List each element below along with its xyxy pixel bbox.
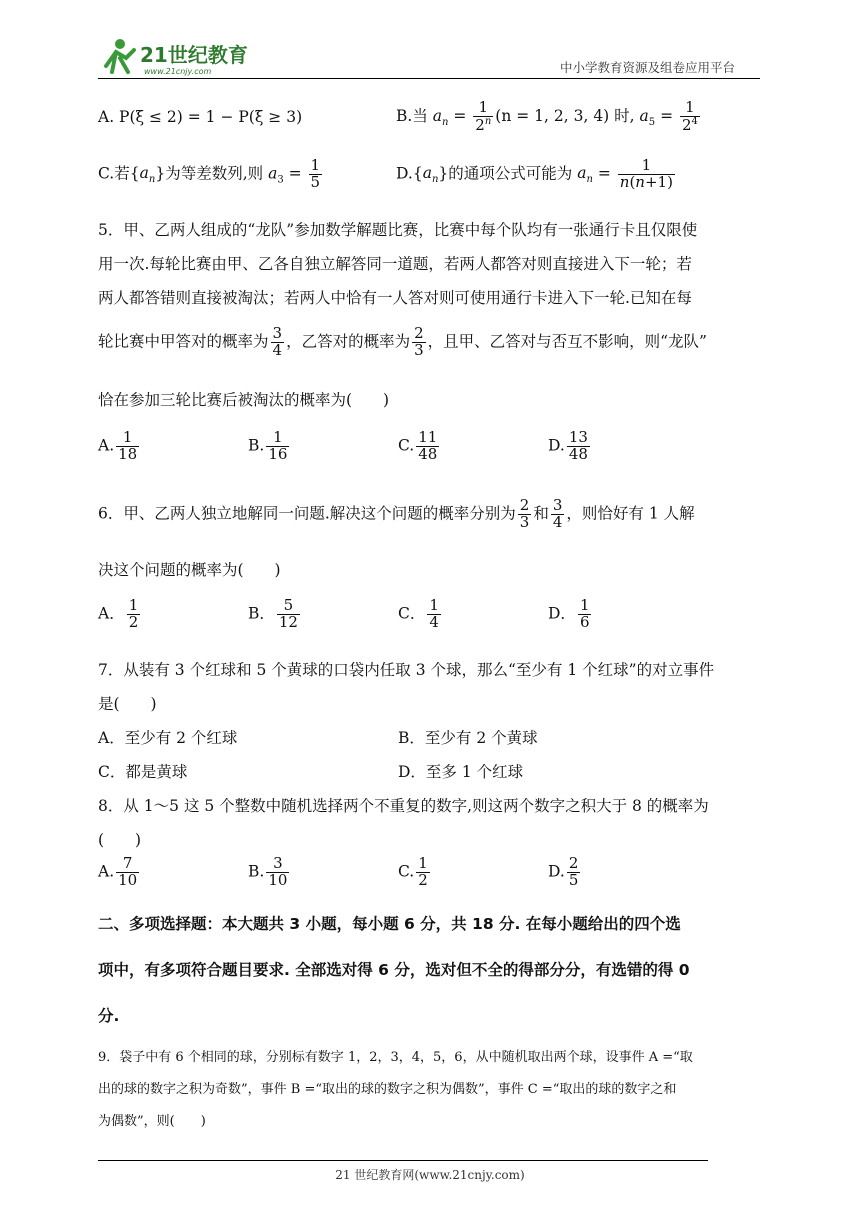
q8-line-1: 8．从 1～5 这 5 个整数中随机选择两个不重复的数字,则这两个数字之积大于 8 的概率为 [98,797,709,815]
q6-option-c: C． $\frac{1}{4}$ [398,596,439,631]
svg-text:www.21cnjy.com: www.21cnjy.com [144,67,212,76]
section-2-heading-line-3: 分. [98,1007,120,1025]
q8-option-b: B. $\frac{3}{10}$ [248,854,288,889]
site-logo [98,36,258,78]
q6-line-2: 决这个问题的概率为( ) [98,561,281,579]
site-title: 中小学教育资源及组卷应用平台 [560,60,736,75]
q5-line-2: 用一次.每轮比赛由甲、乙各自独立解答同一道题，若两人都答对则直接进入下一轮；若 [98,255,692,273]
q7-option-a: A．至少有 2 个红球 [98,729,238,747]
q8-option-d: D. $\frac{2}{5}$ [548,854,579,889]
q7-option-b: B．至少有 2 个黄球 [398,729,538,747]
q6-option-a: A． $\frac{1}{2}$ [98,596,139,631]
q4-option-d: $D.\{a_n\}$的通项公式可能为 $a_n$ = $\frac{1}{n(n+1)}$ [396,156,673,191]
q9-line-2: 出的球的数字之积为奇数”，事件 B =“取出的球的数字之积为偶数”，事件 C =“取出的球的数字之和 [98,1082,677,1097]
q8-option-a: A. $\frac{7}{10}$ [98,854,138,889]
q7-line-2: 是( ) [98,695,157,713]
q4-option-c: C.若$\{a_n\}$为等差数列,则 $a_3$ = $\frac{1}{5}$ [98,156,321,191]
q5-line-3: 两人都答错则直接被淘汰；若两人中恰有一人答对则可使用通行卡进入下一轮.已知在每 [98,289,692,307]
q7-line-1: 7．从装有 3 个红球和 5 个黄球的口袋内任取 3 个球，那么“至少有 1 个红球”的对立事件 [98,661,715,679]
q5-option-d: D. $\frac{13}{48}$ [548,428,588,463]
section-2-heading-line-2: 项中，有多项符合题目要求. 全部选对得 6 分，选对但不全的得部分分，有选错的得 0 [98,961,690,979]
header-rule [98,78,760,79]
q5-line-4: 轮比赛中甲答对的概率为 $\frac{3}{4}$ ，乙答对的概率为 $\frac{2}{3}$ ，且甲、乙答对与否互不影响，则“龙队” [98,324,707,359]
q9-line-3: 为偶数”，则( ) [98,1114,206,1129]
q6-option-b: B． $\frac{5}{12}$ [248,596,298,631]
svg-text:21世纪教育: 21世纪教育 [140,43,248,67]
q4-option-b: B.当 $a_n$ = $\frac{1}{2^n}$ (n = 1, 2, 3, 4) 时, $a_5$ = $\frac{1}{2^4}$ [396,98,698,134]
q5-line-5: 恰在参加三轮比赛后被淘汰的概率为( ) [98,391,390,409]
q8-option-c: C. $\frac{1}{2}$ [398,854,428,889]
q5-option-b: B. $\frac{1}{16}$ [248,428,288,463]
logo-runner-icon [98,36,258,78]
q4-option-a: A. P(ξ ≤ 2) = 1 − P(ξ ≥ 3) [98,108,303,126]
q6-option-d: D． $\frac{1}{6}$ [548,596,590,631]
q8-line-2: ( ) [98,831,142,849]
q6-line-1: 6．甲、乙两人独立地解同一问题.解决这个问题的概率分别为 $\frac{2}{3}$ 和 $\frac{3}{4}$ ，则恰好有 1 人解 [98,496,695,531]
footer-rule [98,1160,708,1161]
q7-option-c: C．都是黄球 [98,763,188,781]
q5-line-1: 5．甲、乙两人组成的“龙队”参加数学解题比赛，比赛中每个队均有一张通行卡且仅限使 [98,221,698,239]
q9-line-1: 9．袋子中有 6 个相同的球，分别标有数字 1，2，3，4，5，6，从中随机取出两个球，设事件 A =“取 [98,1050,693,1065]
q7-option-d: D．至多 1 个红球 [398,763,524,781]
q5-option-a: A. $\frac{1}{18}$ [98,428,138,463]
section-2-heading-line-1: 二、多项选择题：本大题共 3 小题，每小题 6 分，共 18 分. 在每小题给出的四个选 [98,915,681,933]
q5-option-c: C. $\frac{11}{48}$ [398,428,438,463]
footer-text: 21 世纪教育网(www.21cnjy.com) [335,1168,525,1182]
